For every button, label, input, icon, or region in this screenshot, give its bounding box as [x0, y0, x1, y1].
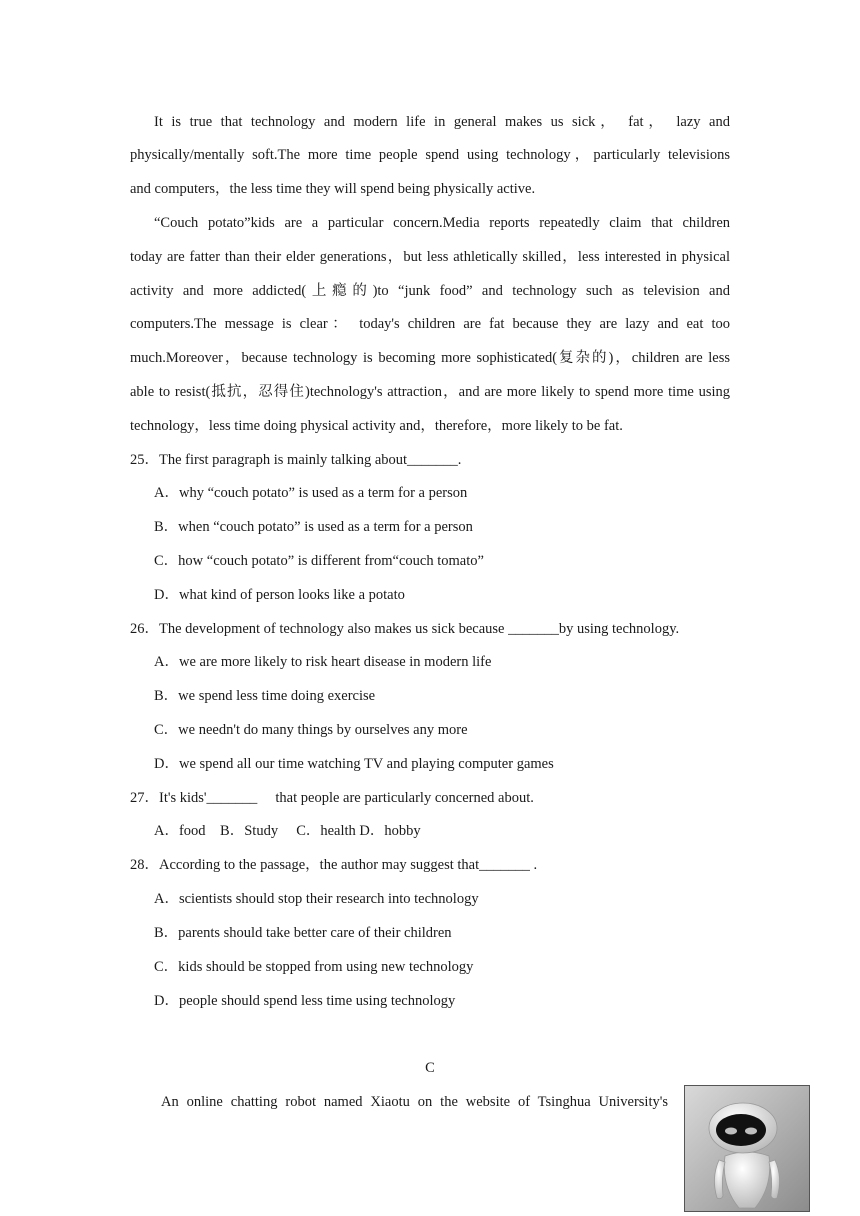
passage-line: “Couch potato”kids are a particular concern.Media reports repeatedly claim that children	[154, 215, 730, 231]
answer-option: B．parents should take better care of their children	[154, 925, 452, 941]
answer-option: A．scientists should stop their research into technology	[154, 891, 479, 907]
answer-option: D．people should spend less time using technology	[154, 993, 456, 1009]
robot-body	[724, 1152, 769, 1208]
answer-option: D．what kind of person looks like a potato	[154, 587, 405, 603]
robot-left-eye	[725, 1128, 737, 1135]
passage-line: computers.The message is clear： today's children are fat because they are lazy and eat too	[130, 316, 730, 332]
passage-line: It is true that technology and modern life in general makes us sick， fat， lazy and	[154, 114, 730, 130]
question-stem: 25．The first paragraph is mainly talking about_______.	[130, 452, 462, 468]
answer-option: A．why “couch potato” is used as a term for a person	[154, 485, 468, 501]
robot-left-arm	[714, 1160, 725, 1199]
answer-option: B．we spend less time doing exercise	[154, 688, 376, 704]
answer-option: C．kids should be stopped from using new technology	[154, 959, 474, 975]
answer-option: A．we are more likely to risk heart disease in modern life	[154, 654, 492, 670]
passage-line: physically/mentally soft.The more time people spend using technology，particularly televisions	[130, 147, 730, 163]
passage-line: and computers，the less time they will spend being physically active.	[130, 181, 536, 197]
robot-illustration	[685, 1086, 809, 1211]
robot-right-eye	[745, 1128, 757, 1135]
passage-line: able to resist(抵抗，忍得住)technology's attraction，and are more likely to spend more time using	[130, 384, 730, 400]
answer-option: C．how “couch potato” is different from“couch tomato”	[154, 553, 484, 569]
passage-line: today are fatter than their elder generations，but less athletically skilled，less interested in physical	[130, 249, 730, 265]
passage-line: activity and more addicted(上瘾的)to “junk food” and technology such as television and	[130, 283, 730, 299]
passage-line: much.Moreover，because technology is becoming more sophisticated(复杂的)，children are less	[130, 350, 730, 366]
answer-option: D．we spend all our time watching TV and playing computer games	[154, 756, 554, 772]
passage-line: technology，less time doing physical activity and，therefore，more likely to be fat.	[130, 418, 623, 434]
answer-options-inline: A．food B．Study C．health D．hobby	[154, 823, 421, 839]
question-stem: 28．According to the passage，the author may suggest that_______ .	[130, 857, 538, 873]
section-heading: C	[425, 1060, 435, 1076]
passage-line: An online chatting robot named Xiaotu on the website of Tsinghua University's	[161, 1094, 668, 1110]
answer-option: C．we needn't do many things by ourselves any more	[154, 722, 468, 738]
robot-visor	[716, 1114, 766, 1146]
question-stem: 27．It's kids'_______ that people are particularly concerned about.	[130, 790, 534, 806]
robot-right-arm	[769, 1160, 780, 1199]
answer-option: B．when “couch potato” is used as a term for a person	[154, 519, 473, 535]
question-stem: 26．The development of technology also makes us sick because _______by using technology.	[130, 621, 680, 637]
robot-image	[684, 1085, 810, 1212]
